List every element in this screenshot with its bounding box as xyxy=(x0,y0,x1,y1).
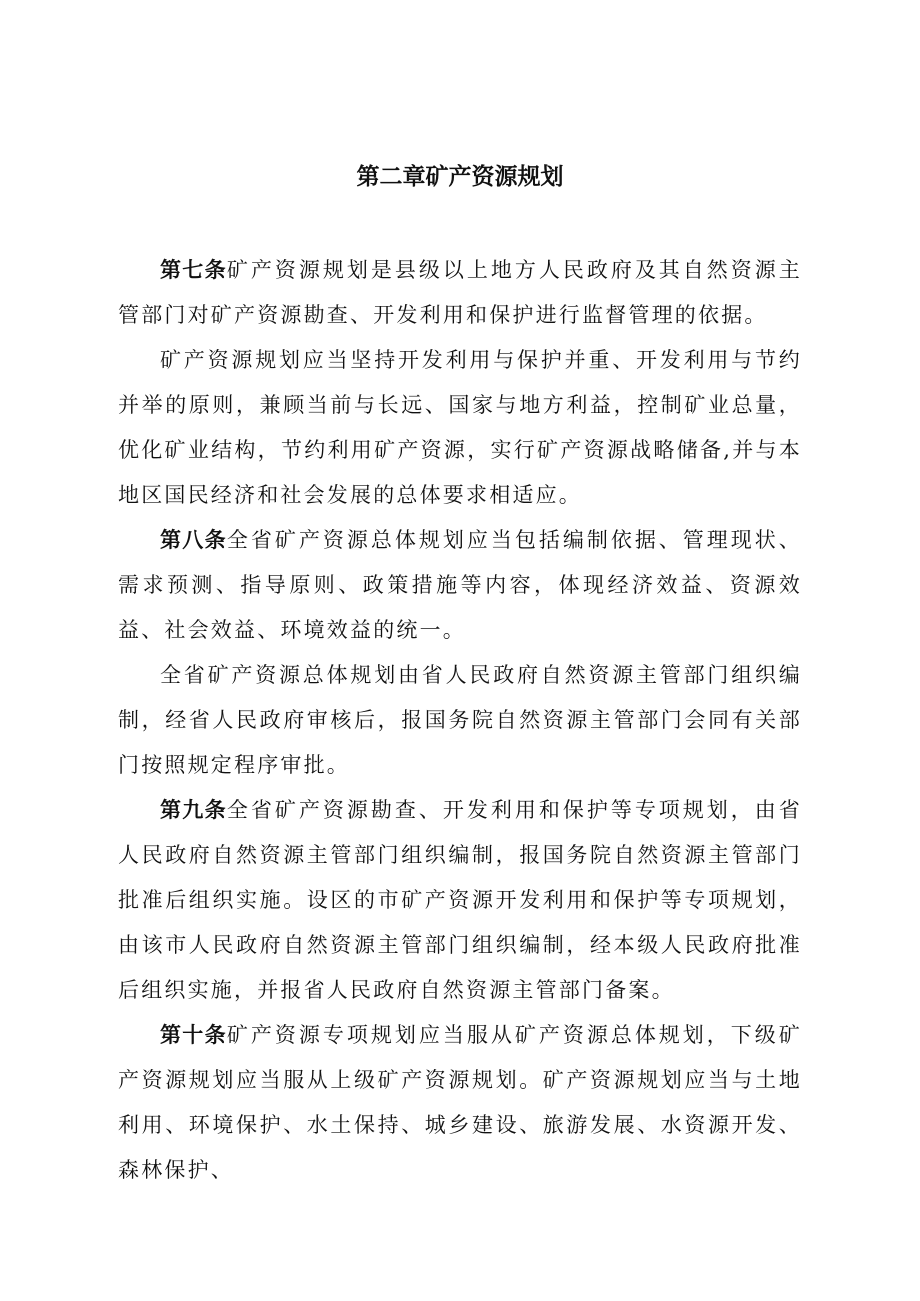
article-number: 第七条 xyxy=(160,258,227,282)
paragraph-text: 全省矿产资源总体规划应当包括编制依据、管理现状、需求预测、指导原则、政策措施等内容，体现经济效益、资源效益、社会效益、环境效益的统一。 xyxy=(118,528,802,642)
paragraph-text: 矿产资源规划应当坚持开发利用与保护并重、开发利用与节约并举的原则，兼顾当前与长远、国家与地方利益，控制矿业总量，优化矿业结构，节约利用矿产资源，实行矿产资源战略储备,并与本地区国民经济和社会发展的总体要求相适应。 xyxy=(118,348,802,507)
paragraph-article-10 xyxy=(118,1013,802,1193)
paragraph-article-7 xyxy=(118,248,802,338)
paragraph-article-8 xyxy=(118,518,802,653)
chapter-title: 第二章矿产资源规划 xyxy=(356,164,564,190)
article-number: 第九条 xyxy=(160,798,227,822)
article-number: 第十条 xyxy=(160,1023,227,1047)
document-body xyxy=(118,248,802,1193)
paragraph-text: 全省矿产资源总体规划由省人民政府自然资源主管部门组织编制，经省人民政府审核后，报国务院自然资源主管部门会同有关部门按照规定程序审批。 xyxy=(118,663,802,777)
paragraph-text: 矿产资源专项规划应当服从矿产资源总体规划，下级矿产资源规划应当服从上级矿产资源规划。矿产资源规划应当与土地利用、环境保护、水土保持、城乡建设、旅游发展、水资源开发、森林保护、 xyxy=(118,1023,802,1182)
paragraph-text: 矿产资源规划是县级以上地方人民政府及其自然资源主管部门对矿产资源勘查、开发利用和保护进行监督管理的依据。 xyxy=(118,258,802,327)
paragraph-article-8-continued xyxy=(118,653,802,788)
paragraph-article-7-continued xyxy=(118,338,802,518)
paragraph-article-9 xyxy=(118,788,802,1013)
paragraph-text: 全省矿产资源勘查、开发利用和保护等专项规划，由省人民政府自然资源主管部门组织编制，报国务院自然资源主管部门批准后组织实施。设区的市矿产资源开发利用和保护等专项规划，由该市人民政府自然资源主管部门组织编制，经本级人民政府批准后组织实施，并报省人民政府自然资源主管部门备案。 xyxy=(118,798,802,1002)
article-number: 第八条 xyxy=(160,528,227,552)
